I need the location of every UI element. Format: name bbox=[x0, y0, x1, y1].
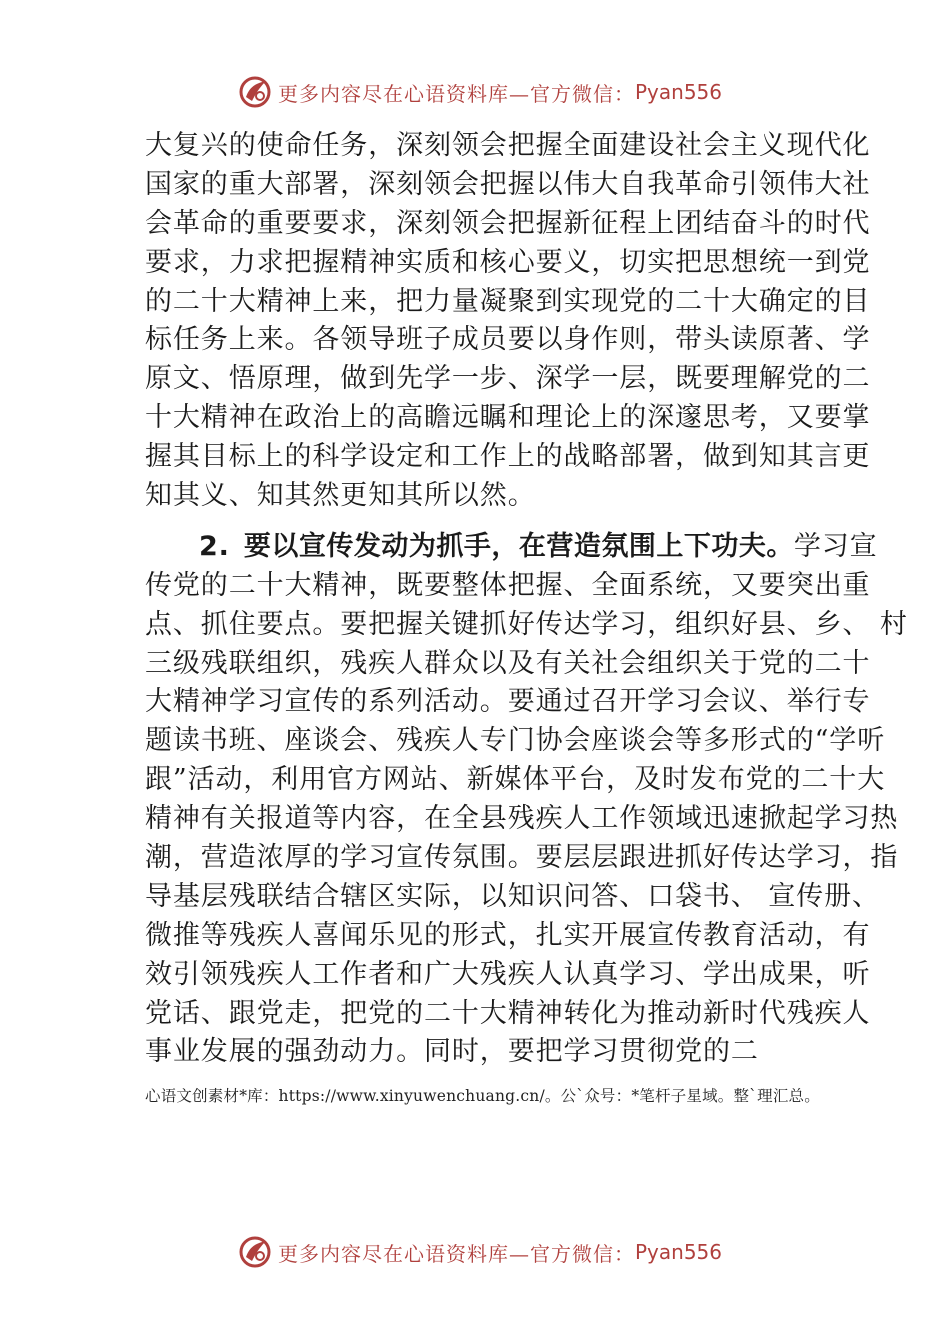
text-line: 国家的重大部署，深刻领会把握以伟大自我革命引领伟大社 bbox=[145, 168, 871, 200]
text-line: 三级残联组织，残疾人群众以及有关社会组织关于党的二十 bbox=[145, 647, 871, 679]
header-banner bbox=[0, 72, 950, 112]
text-line: 传党的二十大精神，既要整体把握、全面系统，又要突出重 bbox=[145, 569, 871, 601]
banner-text: 更多内容尽在心语资料库—官方微信： bbox=[278, 1241, 635, 1266]
text-line: 效引领残疾人工作者和广大残疾人认真学习、学出成果，听 bbox=[145, 958, 871, 990]
banner-wechat-id: Pyan556 bbox=[635, 1240, 723, 1264]
brand-logo-icon bbox=[238, 75, 272, 109]
banner-text: 更多内容尽在心语资料库—官方微信： bbox=[278, 81, 635, 106]
text-line: 党话、跟党走，把党的二十大精神转化为推动新时代残疾人 bbox=[145, 997, 871, 1029]
text-line: 精神有关报道等内容，在全县残疾人工作领域迅速掀起学习热 bbox=[145, 803, 899, 835]
text-line: 要求，力求把握精神实质和核心要义，切实把思想统一到党 bbox=[145, 246, 871, 278]
text-line: 潮，营造浓厚的学习宣传氛围。要层层跟进抓好传达学习，指 bbox=[145, 842, 899, 874]
text-line: 大精神学习宣传的系列活动。要通过召开学习会议、举行专 bbox=[145, 686, 871, 718]
text-line: 的二十大精神上来，把力量凝聚到实现党的二十大确定的目 bbox=[145, 285, 871, 317]
text-line: 跟”活动，利用官方网站、新媒体平台，及时发布党的二十大 bbox=[145, 764, 886, 796]
banner-wechat-id: Pyan556 bbox=[635, 80, 723, 104]
text-line: 题读书班、座谈会、残疾人专门协会座谈会等多形式的“学听 bbox=[145, 725, 886, 757]
section-heading-line bbox=[145, 528, 878, 567]
footer-banner bbox=[0, 1232, 950, 1272]
text-line: 十大精神在政治上的高瞻远瞩和理论上的深邃思考，又要掌 bbox=[145, 402, 871, 434]
text-line: 微推等残疾人喜闻乐见的形式，扎实开展宣传教育活动，有 bbox=[145, 919, 871, 951]
text-line: 事业发展的强劲动力。同时，要把学习贯彻党的二 bbox=[145, 1036, 759, 1068]
footer-source-note: 心语文创素材*库：https://www.xinyuwenchuang.cn/。公`众号：*笔杆子星域。整`理汇总。 bbox=[145, 1087, 820, 1105]
text-line: 大复兴的使命任务，深刻领会把握全面建设社会主义现代化 bbox=[145, 130, 871, 161]
text-line: 导基层残联结合辖区实际，以知识问答、口袋书、 宣传册、 bbox=[145, 880, 880, 912]
text-line: 握其目标上的科学设定和工作上的战略部署，做到知其言更 bbox=[145, 441, 871, 473]
text-line-rest: 学习宣 bbox=[793, 530, 878, 562]
document-body bbox=[145, 127, 908, 1072]
text-line: 知其义、知其然更知其所以然。 bbox=[145, 480, 536, 512]
section-heading: 要以宣传发动为抓手，在营造氛围上下功夫。 bbox=[243, 530, 794, 562]
text-line: 原文、悟原理，做到先学一步、深学一层，既要理解党的二 bbox=[145, 363, 871, 395]
section-number: 2. bbox=[199, 530, 230, 562]
text-line: 标任务上来。各领导班子成员要以身作则，带头读原著、学 bbox=[145, 324, 871, 356]
text-line: 会革命的重要要求，深刻领会把握新征程上团结奋斗的时代 bbox=[145, 207, 871, 239]
text-line: 点、抓住要点。要把握关键抓好传达学习，组织好县、乡、 村 bbox=[145, 608, 908, 640]
brand-logo-icon bbox=[238, 1235, 272, 1269]
